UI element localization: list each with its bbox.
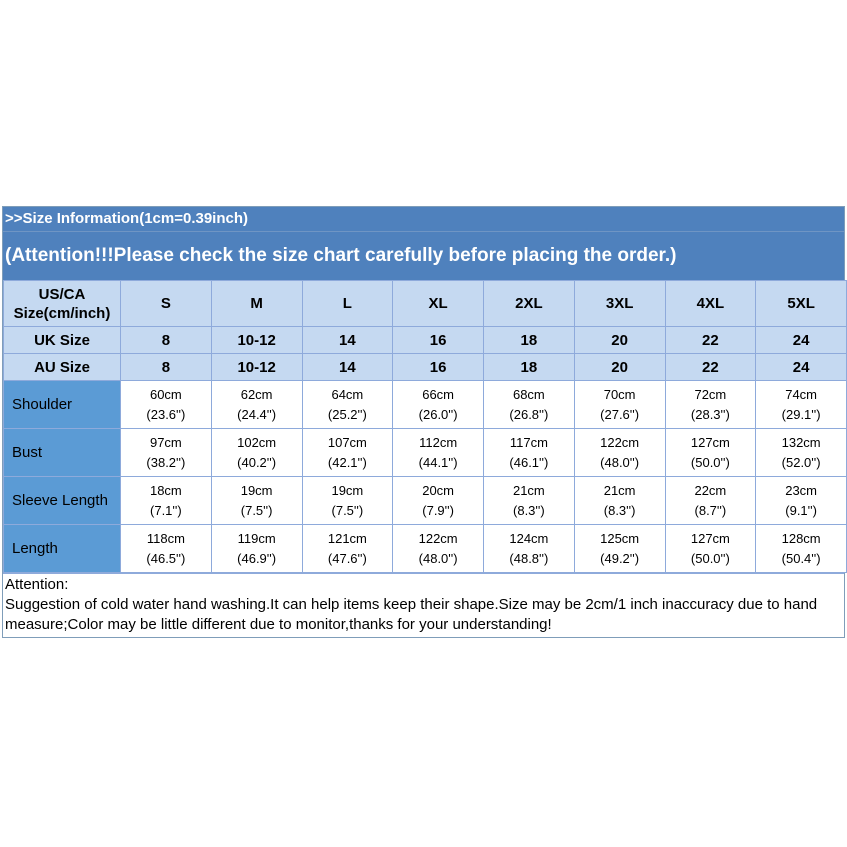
size-info-banner bbox=[3, 207, 844, 280]
measurement-cell bbox=[393, 429, 484, 477]
measurement-cm: 107cm bbox=[327, 434, 367, 450]
measurement-inch: (50.0'') bbox=[690, 550, 730, 566]
measurement-inch: (8.7'') bbox=[694, 502, 727, 518]
measurement-cell bbox=[302, 429, 393, 477]
measurement-cell bbox=[211, 381, 302, 429]
measurement-cell bbox=[302, 477, 393, 525]
measurement-inch: (7.5'') bbox=[240, 502, 273, 518]
measurement-cm: 72cm bbox=[694, 386, 727, 402]
uk-size-cell: 18 bbox=[484, 327, 575, 354]
measurement-inch: (26.0'') bbox=[418, 406, 458, 422]
size-cell: 2XL bbox=[484, 281, 575, 327]
measurement-cell bbox=[211, 429, 302, 477]
au-size-row bbox=[4, 354, 847, 381]
measurement-cm: 68cm bbox=[512, 386, 545, 402]
measurement-cell bbox=[121, 429, 212, 477]
measurement-inch: (40.2'') bbox=[237, 454, 277, 470]
measurement-cell bbox=[121, 477, 212, 525]
uk-size-label: UK Size bbox=[4, 327, 121, 354]
size-info-title: >>Size Information(1cm=0.39inch) bbox=[3, 207, 844, 232]
measurement-cm: 21cm bbox=[512, 482, 545, 498]
size-chart bbox=[2, 206, 845, 638]
measurement-inch: (46.1'') bbox=[509, 454, 549, 470]
measurement-cell bbox=[393, 525, 484, 573]
attention-heading: (Attention!!!Please check the size chart carefully before placing the order.) bbox=[5, 245, 677, 266]
measurement-cm: 20cm bbox=[422, 482, 455, 498]
measurement-inch: (24.4'') bbox=[237, 406, 277, 422]
measurement-inch: (26.8'') bbox=[509, 406, 549, 422]
measurement-cell bbox=[302, 381, 393, 429]
size-cell: 4XL bbox=[665, 281, 756, 327]
au-size-cell: 14 bbox=[302, 354, 393, 381]
measurement-inch: (7.1'') bbox=[150, 502, 182, 518]
measurement-cell bbox=[484, 477, 575, 525]
au-size-cell: 8 bbox=[121, 354, 212, 381]
measurement-cm: 118cm bbox=[146, 530, 185, 546]
measurement-inch: (48.0'') bbox=[600, 454, 640, 470]
notes-title: Attention: bbox=[5, 576, 69, 593]
measurement-cell bbox=[756, 477, 847, 525]
au-size-cell: 22 bbox=[665, 354, 756, 381]
measurement-label: Sleeve Length bbox=[4, 477, 121, 525]
measurement-cell bbox=[393, 381, 484, 429]
measurement-cell bbox=[484, 429, 575, 477]
uk-size-cell: 10-12 bbox=[211, 327, 302, 354]
measurement-cm: 18cm bbox=[149, 482, 182, 498]
measurement-cm: 132cm bbox=[781, 434, 821, 450]
au-size-cell: 20 bbox=[574, 354, 665, 381]
measurement-cell bbox=[574, 429, 665, 477]
us-size-label bbox=[4, 281, 121, 327]
measurement-inch: (44.1'') bbox=[418, 454, 458, 470]
size-cell: 3XL bbox=[574, 281, 665, 327]
measurement-cell bbox=[484, 381, 575, 429]
measurement-row bbox=[4, 381, 847, 429]
measurement-cm: 122cm bbox=[418, 530, 458, 546]
size-cell: M bbox=[211, 281, 302, 327]
measurement-cell bbox=[574, 525, 665, 573]
measurement-cell bbox=[574, 381, 665, 429]
measurement-inch: (48.0'') bbox=[418, 550, 458, 566]
measurement-cm: 70cm bbox=[603, 386, 636, 402]
attention-notes bbox=[3, 573, 844, 637]
measurement-row bbox=[4, 477, 847, 525]
measurement-cm: 125cm bbox=[600, 530, 640, 546]
measurement-inch: (50.0'') bbox=[690, 454, 730, 470]
us-size-row bbox=[4, 281, 847, 327]
measurement-cm: 97cm bbox=[149, 434, 182, 450]
measurement-inch: (48.8'') bbox=[509, 550, 549, 566]
measurement-cell bbox=[574, 477, 665, 525]
measurement-cm: 122cm bbox=[600, 434, 640, 450]
size-cell: 5XL bbox=[756, 281, 847, 327]
measurement-cm: 127cm bbox=[690, 530, 730, 546]
measurement-cm: 127cm bbox=[690, 434, 730, 450]
au-size-cell: 10-12 bbox=[211, 354, 302, 381]
au-size-cell: 18 bbox=[484, 354, 575, 381]
measurement-cm: 64cm bbox=[331, 386, 364, 402]
size-cell: L bbox=[302, 281, 393, 327]
measurement-inch: (7.9'') bbox=[422, 502, 454, 518]
measurement-inch: (8.3'') bbox=[603, 502, 636, 518]
measurement-cell bbox=[756, 429, 847, 477]
measurement-cm: 117cm bbox=[509, 434, 548, 450]
measurement-cm: 62cm bbox=[240, 386, 273, 402]
measurement-cm: 66cm bbox=[422, 386, 455, 402]
measurement-cm: 128cm bbox=[781, 530, 821, 546]
au-size-cell: 24 bbox=[756, 354, 847, 381]
uk-size-cell: 16 bbox=[393, 327, 484, 354]
measurement-inch: (52.0'') bbox=[781, 454, 821, 470]
measurement-inch: (28.3'') bbox=[690, 406, 730, 422]
measurement-inch: (23.6'') bbox=[146, 406, 186, 422]
measurement-label: Bust bbox=[4, 429, 121, 477]
uk-size-cell: 20 bbox=[574, 327, 665, 354]
measurement-cell bbox=[484, 525, 575, 573]
measurement-cell bbox=[665, 429, 756, 477]
measurement-inch: (7.5'') bbox=[331, 502, 364, 518]
measurement-inch: (8.3'') bbox=[513, 502, 545, 518]
measurement-cell bbox=[121, 525, 212, 573]
measurement-label: Length bbox=[4, 525, 121, 573]
measurement-cell bbox=[665, 477, 756, 525]
measurement-cell bbox=[756, 381, 847, 429]
size-table bbox=[3, 280, 847, 573]
uk-size-cell: 22 bbox=[665, 327, 756, 354]
measurement-cell bbox=[756, 525, 847, 573]
measurement-inch: (25.2'') bbox=[327, 406, 367, 422]
measurement-cm: 121cm bbox=[327, 530, 367, 546]
measurement-cm: 74cm bbox=[785, 386, 818, 402]
uk-size-cell: 24 bbox=[756, 327, 847, 354]
measurement-cm: 102cm bbox=[237, 434, 277, 450]
measurement-label: Shoulder bbox=[4, 381, 121, 429]
measurement-cm: 22cm bbox=[694, 482, 727, 498]
measurement-cm: 119cm bbox=[237, 530, 276, 546]
measurement-inch: (42.1'') bbox=[327, 454, 367, 470]
measurement-cm: 60cm bbox=[149, 386, 182, 402]
measurement-inch: (46.9'') bbox=[237, 550, 277, 566]
measurement-row bbox=[4, 525, 847, 573]
measurement-inch: (27.6'') bbox=[600, 406, 640, 422]
us-size-label-line2: Size(cm/inch) bbox=[13, 304, 111, 322]
measurement-cell bbox=[211, 525, 302, 573]
au-size-label: AU Size bbox=[4, 354, 121, 381]
au-size-cell: 16 bbox=[393, 354, 484, 381]
notes-body: Suggestion of cold water hand washing.It can help items keep their shape.Size may be 2cm/1 inch inaccuracy due to hand measure;Color may be little different due to monitor,thanks for your understanding! bbox=[5, 596, 818, 633]
measurement-row bbox=[4, 429, 847, 477]
measurement-inch: (49.2'') bbox=[600, 550, 640, 566]
measurement-cm: 124cm bbox=[509, 530, 549, 546]
size-cell: XL bbox=[393, 281, 484, 327]
measurement-cm: 19cm bbox=[331, 482, 364, 498]
measurement-inch: (38.2'') bbox=[146, 454, 186, 470]
measurement-cm: 21cm bbox=[603, 482, 636, 498]
measurement-cm: 19cm bbox=[240, 482, 273, 498]
uk-size-row bbox=[4, 327, 847, 354]
uk-size-cell: 14 bbox=[302, 327, 393, 354]
measurement-inch: (50.4'') bbox=[781, 550, 821, 566]
size-cell: S bbox=[121, 281, 212, 327]
measurement-cell bbox=[302, 525, 393, 573]
measurement-cell bbox=[665, 525, 756, 573]
measurement-cm: 112cm bbox=[419, 434, 458, 450]
measurement-cell bbox=[121, 381, 212, 429]
measurement-inch: (9.1'') bbox=[785, 502, 817, 518]
measurement-inch: (47.6'') bbox=[327, 550, 367, 566]
measurement-cell bbox=[665, 381, 756, 429]
measurement-inch: (46.5'') bbox=[146, 550, 186, 566]
uk-size-cell: 8 bbox=[121, 327, 212, 354]
measurement-cell bbox=[211, 477, 302, 525]
measurement-inch: (29.1'') bbox=[781, 406, 821, 422]
us-size-label-line1: US/CA bbox=[38, 285, 86, 303]
measurement-cm: 23cm bbox=[785, 482, 818, 498]
measurement-cell bbox=[393, 477, 484, 525]
